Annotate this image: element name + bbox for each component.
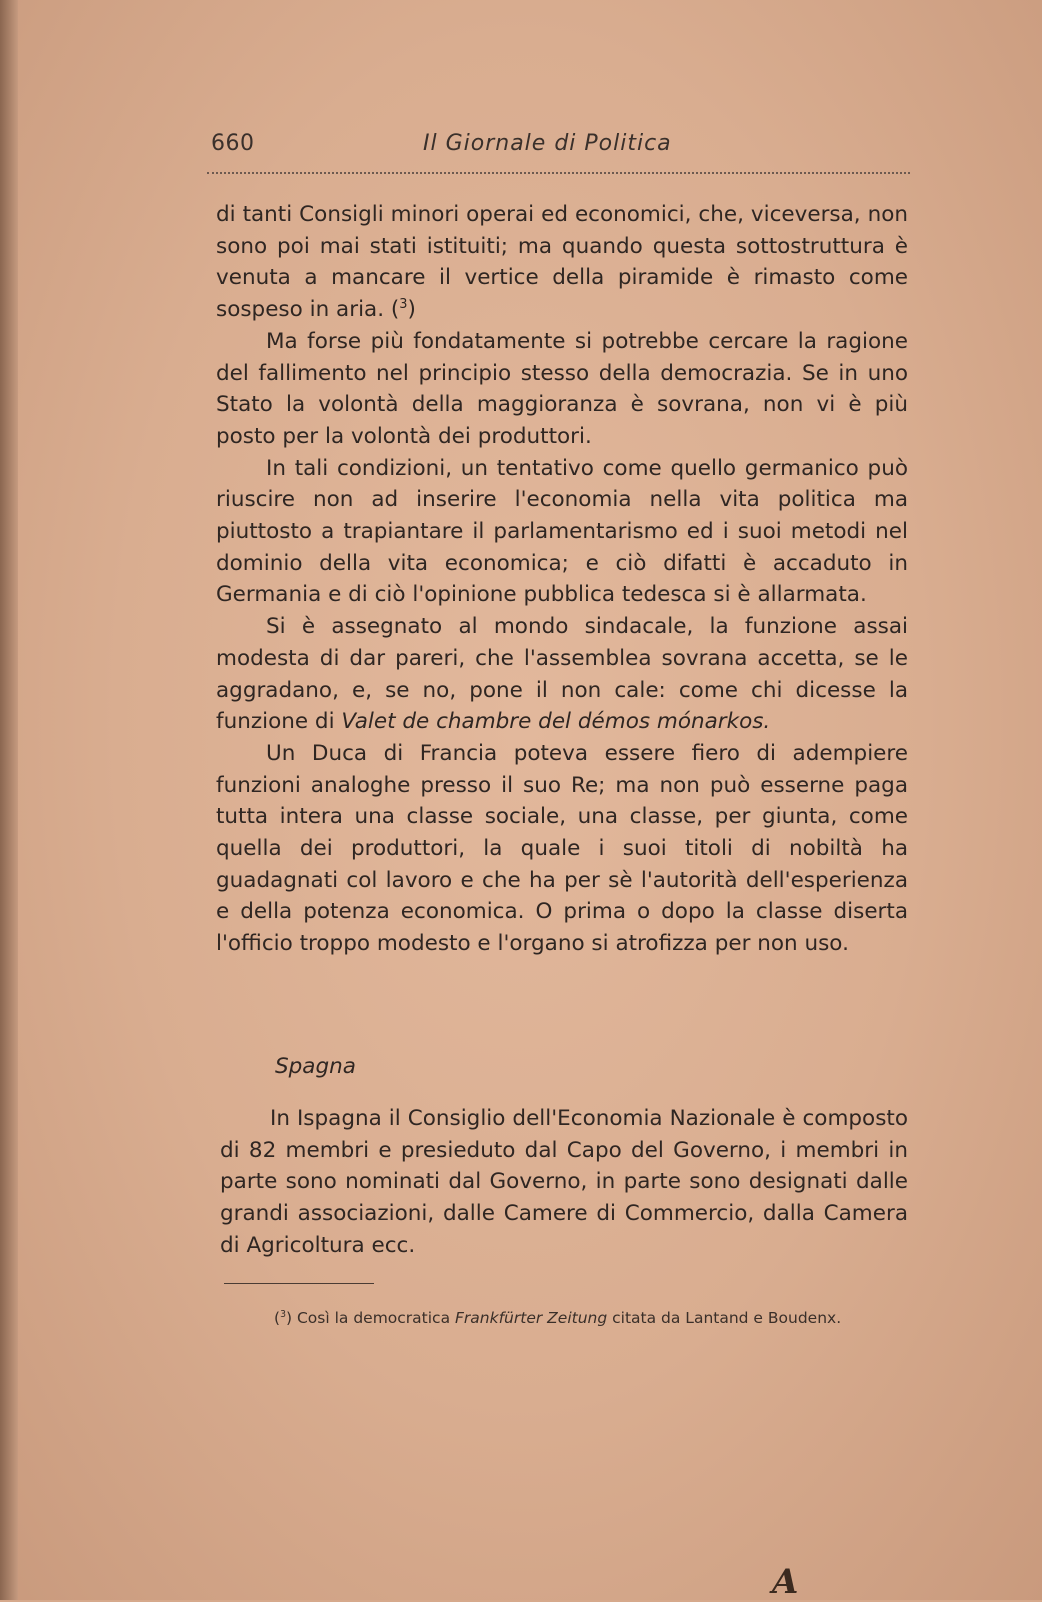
running-title: Il Giornale di Politica xyxy=(423,131,672,156)
footnote-text-a: Così la democratica xyxy=(296,1309,451,1327)
book-spine-edge xyxy=(0,0,18,1600)
footnote xyxy=(224,1306,908,1330)
footnote-italic: Frankfürter Zeitung xyxy=(455,1309,608,1327)
paragraph-4 xyxy=(216,611,908,738)
paragraph-1: di tanti Consigli minori operai ed economici, che, viceversa, non sono poi mai stati istituiti; ma quando questa sottostruttura è venuta a mancare il vertice della piramide è rimasto come sospeso in aria. ($^3$) xyxy=(216,202,908,323)
footnote-text-b: citata da Lantand e Boudenx. xyxy=(612,1309,842,1327)
running-header xyxy=(211,131,911,165)
paragraph-2: Ma forse più fondatamente si potrebbe cercare la ragione del fallimento nel principio stesso della democrazia. Se in uno Stato la volontà della maggioranza è sovrana, non vi è più posto per la volontà dei produttori. xyxy=(216,328,908,449)
section-paragraph-1: In Ispagna il Consiglio dell'Economia Nazionale è composto di 82 membri e presieduto dal Capo del Governo, i membri in parte sono nominati dal Governo, in parte sono designati dalle grandi associazioni, dalle Camere di Commercio, dalla Camera di Agricoltura ecc. xyxy=(220,1106,908,1258)
paragraph-5: Un Duca di Francia poteva essere fiero di adempiere funzioni analoghe presso il suo Re; ma non può esserne paga tutta intera una classe sociale, una classe, per giunta, come quella dei produttori, la quale i suoi titoli di nobiltà ha guadagnati col lavoro e che ha per sè l'autorità dell'esperienza e della potenza economica. O prima o dopo la classe diserta l'officio troppo modesto e l'organo si atrofizza per non uso. xyxy=(216,740,908,957)
main-text xyxy=(216,199,908,960)
footnote-rule xyxy=(224,1283,374,1284)
paragraph-4-text: Si è assegnato al mondo sindacale, la funzione assai modesta di dar pareri, che l'assemblea sovrana accetta, se le aggradano, e, se no, pone il non cale: come chi dicesse la funzione di xyxy=(216,614,908,735)
header-dotted-rule xyxy=(207,172,910,174)
section-text xyxy=(220,1103,908,1262)
page-number: 660 xyxy=(211,131,255,156)
paragraph-4-italic: Valet de chambre del démos mónarkos. xyxy=(341,709,771,735)
paragraph-1-text: di tanti Consigli minori operai ed economici, che, viceversa, non sono poi mai stati istituiti; ma quando questa sottostruttura è venuta a mancare il vertice della piramide è rimasto come sospeso in aria. xyxy=(216,202,908,323)
footnote-text: ($^3$) Così la democratica Frankfürter Zeitung citata da Lantand e Boudenx. xyxy=(274,1308,842,1327)
footnote-ref: 3 xyxy=(399,296,408,312)
section-heading: Spagna xyxy=(275,1054,356,1079)
footnote-number: 3 xyxy=(280,1308,286,1320)
signature-mark: A xyxy=(772,1562,799,1602)
paragraph-3: In tali condizioni, un tentativo come quello germanico può riuscire non ad inserire l'economia nella vita politica ma piuttosto a trapiantare il parlamentarismo ed i suoi metodi nel dominio della vita economica; e ciò difatti è accaduto in Germania e di ciò l'opinione pubblica tedesca si è allarmata. xyxy=(216,455,908,608)
